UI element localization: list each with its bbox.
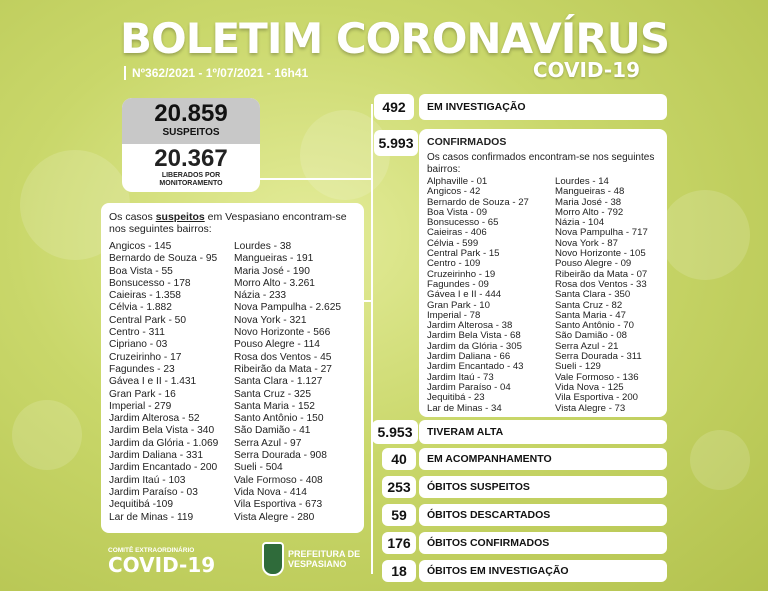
bairro-item: Caieiras - 1.358 (109, 290, 181, 302)
bairro-item: Jardim Paraíso - 04 (427, 381, 511, 393)
bairro-item: Maria José - 38 (555, 196, 622, 208)
obitos-investigacao-label: ÓBITOS EM INVESTIGAÇÃO (419, 560, 667, 582)
bairro-item: Imperial - 279 (109, 400, 172, 412)
bairro-item: Caieiras - 406 (427, 227, 487, 239)
connector-line (364, 300, 372, 302)
bairro-item: Angicos - 145 (109, 241, 172, 252)
obitos-suspeitos-label: ÓBITOS SUSPEITOS (419, 476, 667, 498)
investigacao-label: EM INVESTIGAÇÃO (419, 94, 667, 120)
liberados-label: MONITORAMENTO (159, 180, 223, 187)
bairro-item: Serra Dourada - 311 (555, 351, 642, 363)
bairro-item: Santo Antônio - 70 (555, 320, 634, 332)
bairro-item: Santa Clara - 350 (555, 289, 631, 301)
intro-text: Os casos (109, 211, 156, 223)
bairro-item: Santa Maria - 47 (555, 309, 626, 321)
suspeitos-panel (122, 98, 260, 144)
obitos-investigacao-value: 18 (382, 560, 416, 582)
alta-label: TIVERAM ALTA (419, 420, 667, 444)
prefeitura-label: PREFEITURA DE (288, 549, 361, 559)
bairro-item: Jardim Alterosa - 52 (109, 413, 200, 425)
bairro-item: Ribeirão da Mata - 07 (555, 268, 648, 280)
bairro-item: Cruzeirinho - 17 (109, 351, 182, 363)
investigacao-value: 492 (374, 94, 414, 120)
bairro-item: Vista Alegre - 73 (555, 402, 626, 414)
bairro-item: Rosa dos Ventos - 33 (555, 278, 647, 290)
bairro-item: Jardim Bela Vista - 340 (109, 425, 215, 437)
bairro-item: Boa Vista - 55 (109, 265, 173, 277)
confirmados-card (419, 129, 667, 417)
bairro-item: Célvia - 599 (427, 237, 479, 249)
confirmados-intro: Os casos confirmados encontram-se nos seguintes bairros: (427, 152, 655, 175)
confirmados-column-1 (427, 177, 555, 414)
bairro-item: Novo Horizonte - 105 (555, 248, 646, 260)
suspeitos-value: 20.859 (154, 100, 228, 127)
bairro-item: Nova York - 87 (555, 237, 618, 249)
bairro-item: Boa Vista - 09 (427, 206, 488, 218)
bairro-item: Pouso Alegre - 114 (234, 339, 320, 351)
bairro-item: Serra Dourada - 908 (234, 450, 327, 462)
covid-committee-logo (108, 547, 215, 576)
bairro-item: Sueli - 504 (234, 462, 283, 474)
bairro-item: Jardim da Glória - 305 (427, 340, 522, 352)
bairro-item: Jardim Daliana - 66 (427, 351, 511, 363)
prefeitura-name: VESPASIANO (288, 559, 347, 569)
bairro-item: Nova Pampulha - 717 (555, 227, 648, 239)
bairro-item: Morro Alto - 792 (555, 206, 624, 218)
bairro-item: Maria José - 190 (234, 265, 310, 277)
bairro-item: Novo Horizonte - 566 (234, 327, 331, 339)
summary-box (122, 98, 260, 192)
suspeitos-bairros-card (101, 203, 364, 533)
bairro-item: Gávea I e II - 1.431 (109, 376, 197, 388)
bairro-item: Célvia - 1.882 (109, 302, 172, 314)
obitos-suspeitos-value: 253 (382, 476, 416, 498)
intro-bold: suspeitos (155, 211, 205, 223)
bairro-item: Gran Park - 10 (427, 299, 490, 311)
obitos-descartados-value: 59 (382, 504, 416, 526)
bairro-item: Lar de Minas - 34 (427, 402, 502, 414)
bairro-item: Jardim Itaú - 103 (109, 474, 186, 486)
bairro-item: Mangueiras - 191 (234, 253, 314, 265)
bairro-item: Cruzeirinho - 19 (427, 268, 496, 280)
bairro-item: Jardim Bela Vista - 68 (427, 330, 521, 342)
connector-line (371, 104, 373, 574)
bairro-item: Vida Nova - 125 (555, 381, 624, 393)
bairro-item: Cipriano - 03 (109, 339, 168, 351)
bairro-item: Vista Alegre - 280 (234, 511, 315, 523)
bairro-item: Jardim Encantado - 43 (427, 361, 524, 373)
bairro-item: Bernardo de Souza - 95 (109, 253, 218, 265)
bairro-item: Bernardo de Souza - 27 (427, 196, 529, 208)
bairro-item: Vale Formoso - 408 (234, 474, 323, 486)
bairro-item: Mangueiras - 48 (555, 186, 625, 198)
bairro-item: Serra Azul - 21 (555, 340, 619, 352)
intro-text: em Vespasiano encontram-se nos seguintes bairros: (109, 211, 347, 235)
bairro-item: Jardim Itaú - 73 (427, 371, 494, 383)
bairro-item: Gran Park - 16 (109, 388, 176, 400)
bairro-item: Vila Esportiva - 673 (234, 499, 323, 511)
bairro-item: Central Park - 15 (427, 248, 500, 260)
virus-decoration (660, 190, 750, 280)
acompanhamento-label: EM ACOMPANHAMENTO (419, 448, 667, 470)
bairro-item: Jequitibá - 23 (427, 392, 485, 404)
obitos-descartados-label: ÓBITOS DESCARTADOS (419, 504, 667, 526)
acompanhamento-value: 40 (382, 448, 416, 470)
suspeitos-intro (109, 211, 356, 235)
bairro-item: Imperial - 78 (427, 309, 481, 321)
bairro-item: Názia - 233 (234, 290, 287, 302)
bairro-item: Santa Maria - 152 (234, 400, 315, 412)
bairro-item: Serra Azul - 97 (234, 437, 302, 449)
bairro-item: Jardim Encantado - 200 (109, 462, 218, 474)
suspeitos-column-2 (234, 241, 341, 524)
bairro-item: Centro - 109 (427, 258, 481, 270)
bairro-item: Fagundes - 23 (109, 363, 175, 375)
prefeitura-logo (262, 542, 360, 576)
confirmados-label: CONFIRMADOS (427, 136, 507, 148)
page-title: BOLETIM CORONAVÍRUS (120, 14, 670, 63)
alta-value: 5.953 (372, 420, 418, 444)
bairro-item: Jequitibá -109 (109, 499, 174, 511)
obitos-confirmados-label: ÓBITOS CONFIRMADOS (419, 532, 667, 554)
suspeitos-label: SUSPEITOS (162, 127, 220, 138)
bairro-item: Sueli - 129 (555, 361, 601, 373)
confirmados-value: 5.993 (374, 130, 418, 156)
bairro-item: São Damião - 08 (555, 330, 627, 342)
bairro-item: Gávea I e II - 444 (427, 289, 502, 301)
bairro-item: Centro - 311 (109, 327, 165, 339)
suspeitos-column-1 (109, 241, 234, 524)
confirmados-column-2 (555, 177, 648, 414)
bairro-item: São Damião - 41 (234, 425, 311, 437)
bairro-item: Ribeirão da Mata - 27 (234, 363, 332, 375)
virus-decoration (12, 400, 82, 470)
bairro-item: Angicos - 42 (427, 186, 481, 198)
bairro-item: Santa Cruz - 82 (555, 299, 623, 311)
bairro-item: Central Park - 50 (109, 314, 187, 326)
bairro-item: Morro Alto - 3.261 (234, 277, 315, 289)
covid-subtitle: COVID-19 (532, 58, 640, 82)
committee-label: COMITÊ EXTRAORDINÁRIO (108, 547, 195, 554)
bairro-item: Santa Clara - 1.127 (234, 376, 323, 388)
bairro-item: Pouso Alegre - 09 (555, 258, 632, 270)
bairro-item: Názia - 104 (555, 217, 605, 229)
bairro-item: Rosa dos Ventos - 45 (234, 351, 332, 363)
bairro-item: Lourdes - 38 (234, 241, 292, 252)
bairro-item: Vale Formoso - 136 (555, 371, 639, 383)
bairro-item: Jardim Daliana - 331 (109, 450, 203, 462)
virus-decoration (690, 430, 750, 490)
bairro-item: Santa Cruz - 325 (234, 388, 312, 400)
bairro-item: Bonsucesso - 178 (109, 277, 191, 289)
bairro-item: Santo Antônio - 150 (234, 413, 324, 425)
bairro-item: Lar de Minas - 119 (109, 511, 194, 523)
committee-covid: COVID-19 (108, 553, 216, 577)
liberados-label: LIBERADOS POR (161, 172, 221, 179)
bairro-item: Jardim Alterosa - 38 (427, 320, 513, 332)
bulletin-info: Nº362/2021 - 1º/07/2021 - 16h41 (124, 66, 308, 80)
obitos-confirmados-value: 176 (382, 532, 416, 554)
bairro-item: Nova Pampulha - 2.625 (234, 302, 342, 314)
liberados-value: 20.367 (154, 145, 228, 172)
bairro-item: Jardim da Glória - 1.069 (109, 437, 219, 449)
bairro-item: Vila Esportiva - 200 (555, 392, 639, 404)
bairro-item: Fagundes - 09 (427, 278, 489, 290)
crest-icon (262, 542, 284, 576)
bairro-item: Lourdes - 14 (555, 176, 609, 187)
bairro-item: Nova York - 321 (234, 314, 307, 326)
bairro-item: Bonsucesso - 65 (427, 217, 499, 229)
connector-line (260, 178, 372, 180)
bairro-item: Alphaville - 01 (427, 176, 488, 187)
bairro-item: Vida Nova - 414 (234, 486, 307, 498)
bairro-item: Jardim Paraíso - 03 (109, 486, 198, 498)
